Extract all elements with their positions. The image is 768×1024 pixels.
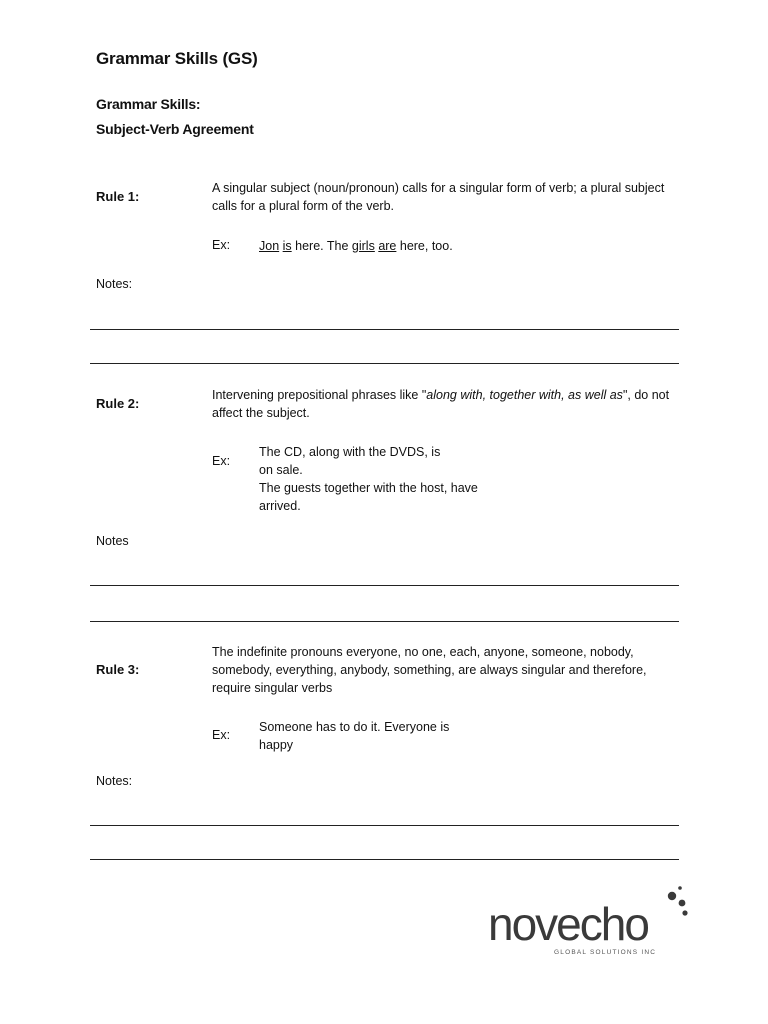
rule-3-text: The indefinite pronouns everyone, no one, each, anyone, someone, nobody, somebody, everything, anybody, something, are always singular and therefore, require singular verbs xyxy=(212,645,647,695)
novecho-logo xyxy=(486,884,696,958)
notes-line xyxy=(90,825,679,826)
logo-wordmark: novecho xyxy=(488,898,648,950)
rule-3-notes-label: Notes: xyxy=(96,774,133,788)
page-title: Grammar Skills (GS) xyxy=(96,49,258,68)
section-subheading: Subject-Verb Agreement xyxy=(96,121,254,137)
rule-2-notes-label: Notes xyxy=(96,534,129,548)
rule-3-example: Someone has to do it. Everyone is happy xyxy=(259,720,450,752)
logo-tagline: GLOBAL SOLUTIONS INC xyxy=(554,949,657,956)
example-subject: girls xyxy=(351,239,375,253)
rule-1-notes-label: Notes: xyxy=(96,277,133,291)
rule-1-ex-label: Ex: xyxy=(212,238,231,252)
example-subject: Jon xyxy=(259,239,280,253)
rule-2-ex-label: Ex: xyxy=(212,454,231,468)
rule-1-label: Rule 1: xyxy=(96,189,140,204)
section-heading: Grammar Skills: xyxy=(96,96,201,112)
rule-1-example: Jon is here. The girls are here, too. xyxy=(259,239,453,253)
notes-line xyxy=(90,621,679,622)
rule-3-label: Rule 3: xyxy=(96,662,140,677)
rule-2-label: Rule 2: xyxy=(96,396,140,411)
rule-2-text: Intervening prepositional phrases like "along with, together with, as well as", do not affect the subject. xyxy=(212,388,670,420)
rule-2-example-1: The CD, along with the DVDS, is on sale. xyxy=(259,445,441,477)
notes-line xyxy=(90,363,679,364)
rule-1-text: A singular subject (noun/pronoun) calls for a singular form of verb; a plural subject calls for a plural form of the verb. xyxy=(212,181,665,213)
notes-line xyxy=(90,329,679,330)
notes-line xyxy=(90,585,679,586)
rule-3-ex-label: Ex: xyxy=(212,728,231,742)
notes-line xyxy=(90,859,679,860)
example-verb: are xyxy=(378,239,397,253)
rule-2-example-2: The guests together with the host, have arrived. xyxy=(259,481,478,513)
example-verb: is xyxy=(282,239,292,253)
